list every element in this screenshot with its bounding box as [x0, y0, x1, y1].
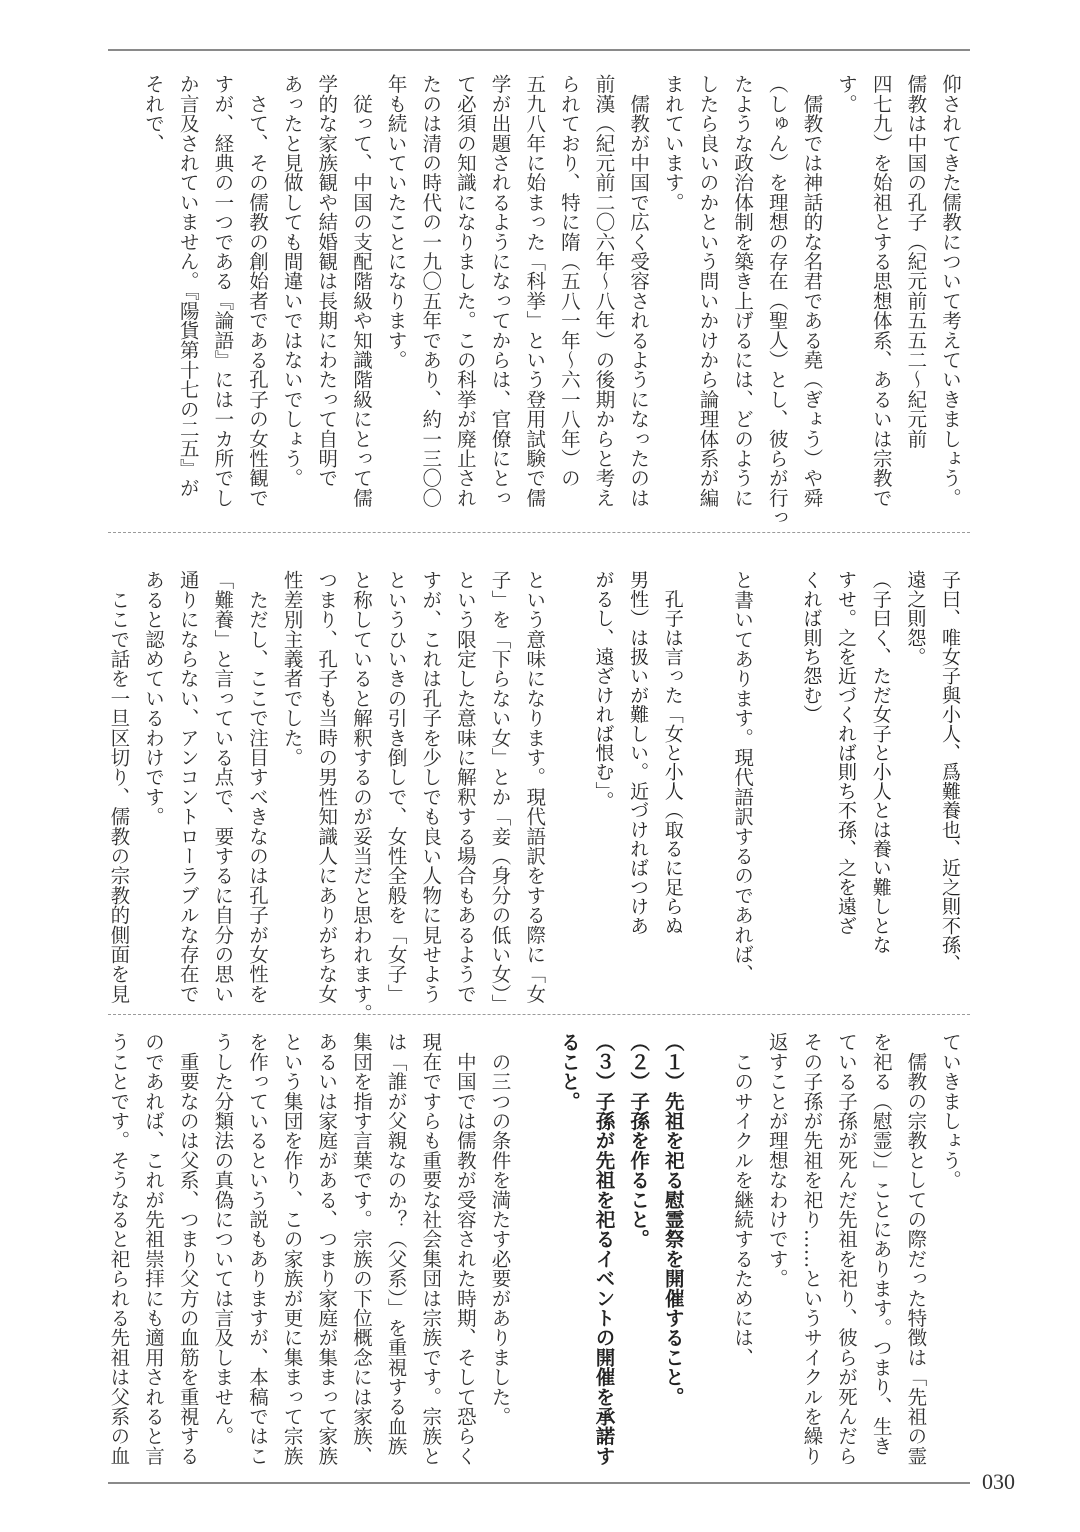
text-column: す。	[835, 74, 859, 114]
text-column: 学が出題されるようになってからは、官僚にとっ	[488, 74, 512, 508]
page-number: 030	[982, 1469, 1015, 1494]
quote-text-column: 遠之則怨。	[904, 570, 927, 666]
text-column: つまり、孔子も当時の男性知識人にありがちな女	[315, 570, 339, 1004]
text-column: ている子孫が死んだ先祖を祀り、彼らが死んだら	[835, 1032, 859, 1466]
text-column: の三つの条件を満たす必要がありました。	[488, 1032, 512, 1426]
text-column: という限定した意味に解釈する場合もあるようで	[453, 570, 477, 1004]
text-column: 儒教は中国の孔子（紀元前五五二～紀元前	[904, 74, 928, 449]
text-column: 儒教では神話的な名君である堯（ぎょう）や舜	[800, 74, 824, 508]
text-column	[517, 1032, 551, 1502]
text-column	[760, 570, 794, 1040]
text-column: と称していると解釈するのが妥当だと思われます。	[349, 570, 373, 1024]
text-column: というひいきの引き倒しで、女性全般を「女子」	[384, 570, 408, 1004]
text-column: 現在ですらも重要な社会集団は宗族です。宗族と	[419, 1032, 443, 1466]
text-column: あったと見做しても間違いではないでしょう。	[280, 74, 304, 488]
text-column: 通りにならない、アンコントローラブルな存在で	[176, 570, 200, 1004]
text-column: たような政治体制を築き上げるには、どのように	[731, 74, 755, 508]
list-item-column: （２）子孫を作ること。	[627, 1032, 651, 1249]
text-column: 性差別主義者でした。	[280, 570, 304, 767]
quote-text-column: 孔子は言った「女と小人（取るに足らぬ	[661, 570, 684, 935]
text-column: ていきましょう。	[939, 1032, 962, 1190]
list-item-column: （１）先祖を祀る慰霊祭を開催すること。	[661, 1032, 685, 1407]
text-column: という集団を作り、この家族が更に集まって宗族	[280, 1032, 304, 1466]
text-column: （しゅん）を理想の存在（聖人）とし、彼らが行っ	[765, 74, 789, 528]
text-column: 儒教が中国で広く受容されるようになったのは	[627, 74, 651, 508]
quote-text-column: 男性）は扱いが難しい。近づければつけあ	[627, 570, 650, 935]
text-column: 四七九）を始祖とする思想体系、あるいは宗教で	[869, 74, 893, 508]
text-column	[690, 570, 724, 1040]
text-column: ここで話を一旦区切り、儒教の宗教的側面を見	[107, 570, 131, 1004]
text-column: たのは清の時代の一九〇五年であり、約一三〇〇	[419, 74, 443, 508]
text-column: 儒教の宗教としての際だった特徴は「先祖の霊	[904, 1032, 928, 1466]
text-column	[552, 570, 586, 1040]
text-column: うことです。そうなると祀られる先祖は父系の血	[107, 1032, 131, 1466]
quote-text-column: 子曰、唯女子與小人、爲難養也、近之則不孫、	[939, 570, 961, 974]
text-column: さて、その儒教の創始者である孔子の女性観で	[246, 74, 269, 508]
text-column: を祀る（慰霊）」ことにあります。つまり、生き	[869, 1032, 893, 1456]
text-section-1	[0, 74, 1080, 544]
text-column: うした分類法の真偽については言及しません。	[211, 1032, 235, 1446]
text-column: 年も続いていたことになります。	[384, 74, 408, 370]
text-column: 集団を指す言葉です。宗族の下位概念には家族、	[349, 1032, 373, 1466]
text-column: と書いてあります。現代語訳するのであれば、	[731, 570, 755, 984]
top-rule	[108, 49, 970, 51]
quote-text-column: （子曰く、ただ女子と小人とは養い難しとな	[869, 570, 892, 954]
quote-text-column: くれば則ち怨む）	[800, 570, 823, 724]
text-column: 五九八年に始まった「科挙」という登用試験で儒	[523, 74, 547, 508]
text-column: ただし、ここで注目すべきなのは孔子が女性を	[246, 570, 269, 1004]
text-column: て必須の知識になりました。この科挙が廃止され	[453, 74, 477, 508]
text-column: その子孫が先祖を祀り……というサイクルを繰り	[800, 1032, 824, 1466]
text-column	[690, 1032, 724, 1502]
text-column: 前漢（紀元前二〇六年～八年）の後期からと考え	[592, 74, 616, 508]
text-column: すが、経典の一つである『論語』には一カ所でし	[211, 74, 235, 508]
text-column: 重要なのは父系、つまり父方の血筋を重視する	[176, 1032, 200, 1466]
text-column: それで、	[142, 74, 166, 153]
text-column: は「誰が父親なのか？（父系）」を重視する血族	[384, 1032, 408, 1456]
text-column: まれています。	[661, 74, 685, 212]
quote-text-column: がるし、遠ざければ恨む」。	[592, 570, 615, 811]
text-column: あるいは家庭がある、つまり家庭が集まって家族	[315, 1032, 339, 1466]
text-column: 学的な家族観や結婚観は長期にわたって自明で	[315, 74, 339, 488]
text-column: か言及されていません。『陽貨第十七の二五』が	[176, 74, 200, 498]
text-column: という意味になります。現代語訳をする際に「女	[523, 570, 547, 1004]
quote-text-column: すせ。之を近づくれば則ち不孫、之を遠ざ	[835, 570, 858, 935]
text-column: したら良いのかという問いかけから論理体系が編	[696, 74, 720, 508]
list-item-column: ること。	[557, 1032, 581, 1111]
list-item-column: （３）子孫が先祖を祀るイベントの開催を承諾す	[592, 1032, 616, 1466]
text-column: られており、特に隋（五八一年～六一八年）の	[557, 74, 581, 488]
text-column: 返すことが理想なわけです。	[765, 1032, 789, 1289]
text-column: 仰されてきた儒教について考えていきましょう。	[939, 74, 962, 508]
text-column: あると認めているわけです。	[142, 570, 166, 827]
text-column: このサイクルを継続するためには、	[731, 1032, 755, 1367]
text-column: 中国では儒教が受容された時期、そして恐らく	[453, 1032, 477, 1466]
text-column: のであれば、これが先祖崇拝にも適用されると言	[142, 1032, 166, 1466]
text-column: すが、これは孔子を少しでも良い人物に見せよう	[419, 570, 443, 1004]
text-column: 子」を「下らない女」とか「妾（身分の低い女）」	[488, 570, 512, 1014]
text-column: 「難養」と言っている点で、要するに自分の思い	[211, 570, 235, 1004]
text-column: を作っているという説もありますが、本稿ではこ	[246, 1032, 269, 1466]
text-section-3	[0, 1032, 1080, 1502]
text-section-2	[0, 570, 1080, 1040]
text-column: 従って、中国の支配階級や知識階級にとって儒	[349, 74, 373, 508]
